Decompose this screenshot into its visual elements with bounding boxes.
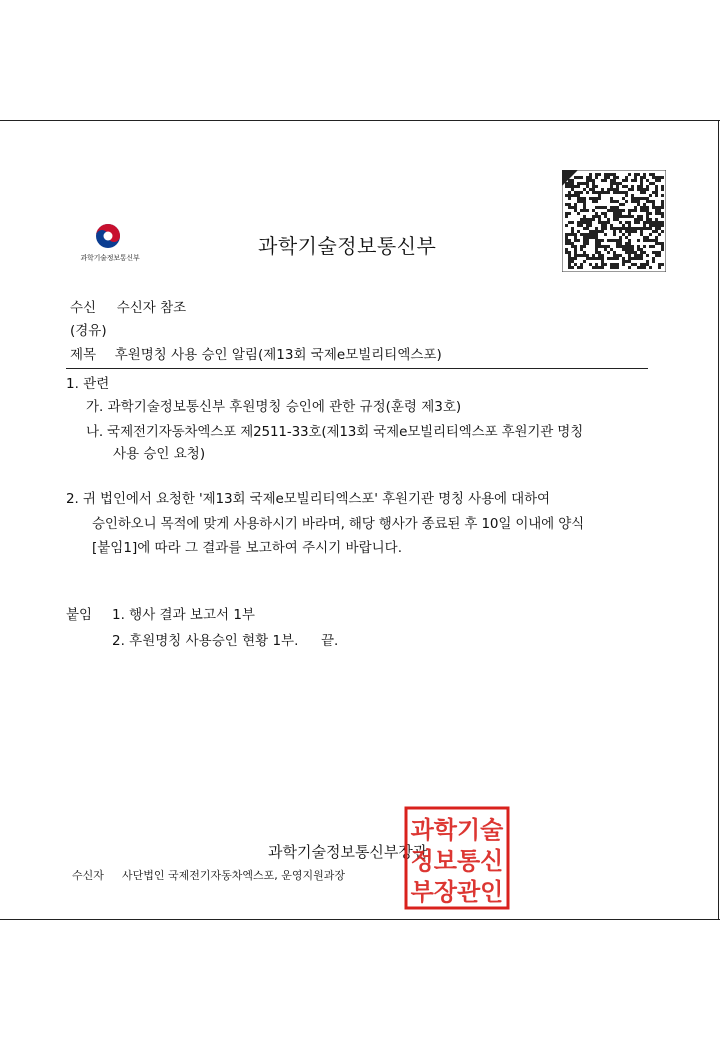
section1-item-ga: 가. 과학기술정보통신부 후원명칭 승인에 관한 규정(훈령 제3호): [86, 399, 462, 415]
section2-line3: [붙임1]에 따라 그 결과를 보고하여 주시기 바랍니다.: [92, 540, 402, 556]
subject-value: 후원명칭 사용 승인 알림(제13회 국제e모빌리티엑스포): [114, 347, 442, 363]
recipient-value: 수신자 참조: [116, 300, 187, 316]
recipients-label: 수신자: [72, 869, 104, 882]
section1-title: 1. 관련: [66, 376, 110, 392]
logo-text: 과학기술정보통신부: [80, 254, 140, 262]
svg-text:과학기술: 과학기술: [410, 816, 504, 844]
subject-divider: [66, 368, 648, 369]
section2-line2: 승인하오니 목적에 맞게 사용하시기 바라며, 해당 행사가 종료된 후 10일 이내에 양식: [92, 516, 584, 532]
section2-line1: 2. 귀 법인에서 요청한 '제13회 국제e모빌리티엑스포' 후원기관 명칭 사용에 대하여: [66, 491, 550, 507]
recipients-value: 사단법인 국제전기자동차엑스포, 운영지원과장: [122, 869, 346, 882]
sender-name: 과학기술정보통신부장관: [268, 843, 428, 861]
svg-text:부장관인: 부장관인: [410, 878, 504, 906]
recipient-row: [70, 299, 186, 317]
via-row: (경유): [70, 323, 107, 339]
qr-code-icon: [562, 170, 666, 272]
document-frame-right-edge: [718, 120, 719, 920]
attachments-label: 붙임: [66, 607, 93, 623]
taegeuk-icon: [94, 222, 122, 250]
section1-item-na-line1: 나. 국제전기자동차엑스포 제2511-33호(제13회 국제e모빌리티엑스포 후원기관 명칭: [86, 424, 584, 440]
ministry-title: 과학기술정보통신부: [258, 234, 437, 258]
recipient-label: 수신: [70, 300, 97, 316]
subject-row: [70, 346, 442, 364]
svg-text:정보통신: 정보통신: [410, 847, 504, 875]
government-logo: [70, 222, 150, 266]
attachment-item-1: 1. 행사 결과 보고서 1부: [112, 607, 255, 623]
subject-label: 제목: [70, 347, 97, 363]
end-mark: 끝.: [320, 633, 339, 649]
section1-item-na-line2: 사용 승인 요청): [113, 446, 206, 462]
attachment-item-2: [112, 632, 338, 650]
official-seal-stamp: [404, 806, 510, 910]
attachment-item-2-text: 2. 후원명칭 사용승인 현황 1부.: [112, 633, 299, 649]
